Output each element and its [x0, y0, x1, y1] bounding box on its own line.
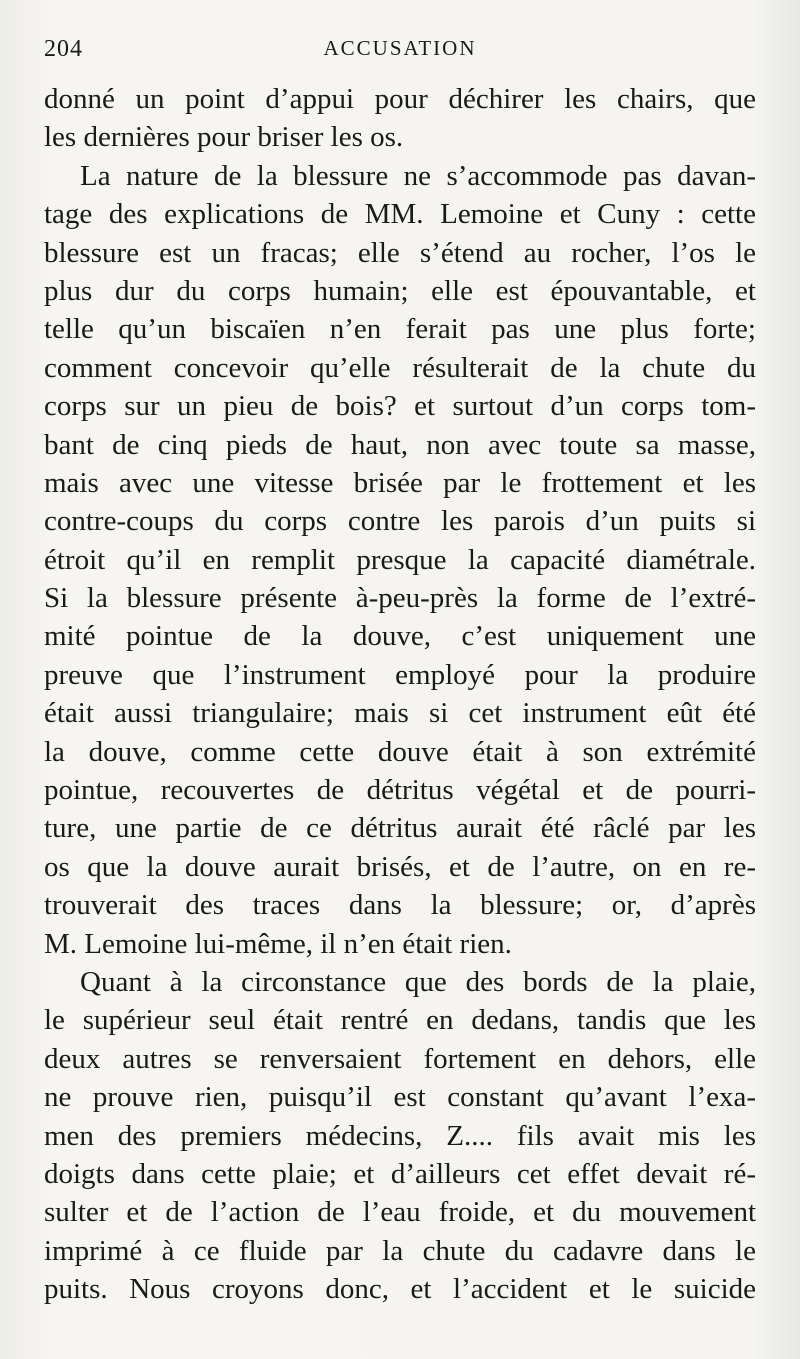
- running-head: ACCUSATION: [323, 36, 477, 60]
- text-line: os que la douve aurait brisés, et de l’autre, on en re-: [44, 850, 756, 883]
- page-header: [44, 36, 756, 76]
- text-line: ne prouve rien, puisqu’il est constant qu’avant l’exa-: [44, 1081, 756, 1114]
- text-line: trouverait des traces dans la blessure; or, d’après: [44, 889, 756, 922]
- text-line: le supérieur seul était rentré en dedans, tandis que les: [44, 1004, 756, 1037]
- text-line: Quant à la circonstance que des bords de la plaie,: [80, 965, 756, 998]
- text-line: contre-coups du corps contre les parois d’un puits si: [44, 505, 756, 538]
- text-line: preuve que l’instrument employé pour la produire: [44, 658, 756, 691]
- text-line: était aussi triangulaire; mais si cet instrument eût été: [44, 697, 756, 730]
- text-line: la douve, comme cette douve était à son extrémité: [44, 735, 756, 768]
- text-line: Si la blessure présente à-peu-près la forme de l’extré-: [44, 582, 756, 615]
- text-line: deux autres se renversaient fortement en dehors, elle: [44, 1042, 756, 1075]
- text-line: plus dur du corps humain; elle est épouvantable, et: [44, 274, 756, 307]
- text-line: étroit qu’il en remplit presque la capacité diamétrale.: [44, 543, 756, 576]
- text-line: doigts dans cette plaie; et d’ailleurs cet effet devait ré-: [44, 1157, 756, 1190]
- text-line: blessure est un fracas; elle s’étend au rocher, l’os le: [44, 236, 756, 269]
- body-text: [44, 80, 756, 1309]
- text-line: mité pointue de la douve, c’est uniquement une: [44, 620, 756, 653]
- page-number: 204: [44, 36, 83, 62]
- text-line: puits. Nous croyons donc, et l’accident et le suicide: [44, 1273, 756, 1306]
- text-line: telle qu’un biscaïen n’en ferait pas une plus forte;: [44, 313, 756, 346]
- text-line: M. Lemoine lui-même, il n’en était rien.: [44, 927, 512, 960]
- text-line: donné un point d’appui pour déchirer les chairs, que: [44, 83, 756, 115]
- text-line: La nature de la blessure ne s’accommode pas davan-: [80, 159, 756, 192]
- text-line: comment concevoir qu’elle résulterait de la chute du: [44, 351, 756, 384]
- text-line: corps sur un pieu de bois? et surtout d’un corps tom-: [44, 390, 756, 423]
- text-line: ture, une partie de ce détritus aurait été râclé par les: [44, 812, 756, 845]
- text-line: men des premiers médecins, Z.... fils avait mis les: [44, 1119, 756, 1152]
- text-line: tage des explications de MM. Lemoine et Cuny : cette: [44, 198, 756, 231]
- text-line: imprimé à ce fluide par la chute du cadavre dans le: [44, 1234, 756, 1267]
- text-line: bant de cinq pieds de haut, non avec toute sa masse,: [44, 428, 756, 461]
- text-line: les dernières pour briser les os.: [44, 121, 404, 154]
- text-line: sulter et de l’action de l’eau froide, et du mouvement: [44, 1196, 756, 1229]
- text-line: mais avec une vitesse brisée par le frottement et les: [44, 466, 756, 499]
- text-line: pointue, recouvertes de détritus végétal et de pourri-: [44, 774, 756, 807]
